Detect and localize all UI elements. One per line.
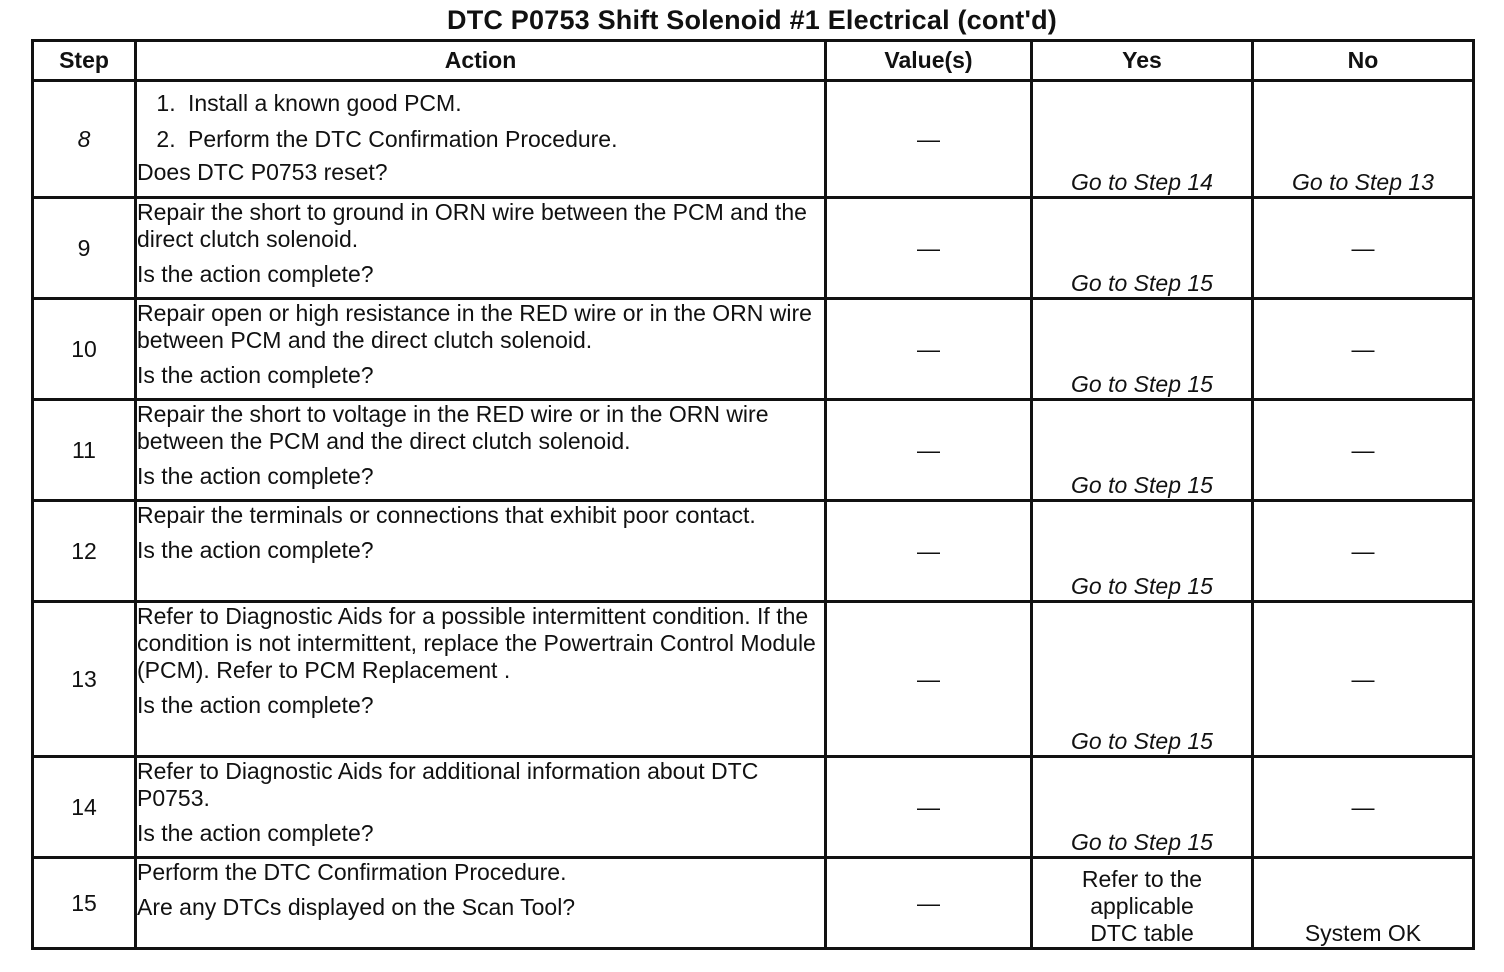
action-question: Does DTC P0753 reset? xyxy=(137,159,388,185)
action-question: Is the action complete? xyxy=(137,463,374,489)
action-cell xyxy=(136,198,826,299)
no-cell: — xyxy=(1253,198,1474,299)
no-cell: — xyxy=(1253,400,1474,501)
table-row xyxy=(33,81,1474,198)
no-cell: — xyxy=(1253,757,1474,858)
no-cell: System OK xyxy=(1253,858,1474,949)
yes-cell: Go to Step 15 xyxy=(1032,299,1253,400)
values-cell: — xyxy=(826,400,1032,501)
action-step-item: 2. Perform the DTC Confirmation Procedure. xyxy=(182,126,824,153)
action-text: Refer to Diagnostic Aids for a possible intermittent condition. If the condition is not intermittent, replace the Powertrain Control Module (PCM). Refer to PCM Replacement . xyxy=(137,603,816,683)
values-cell: — xyxy=(826,501,1032,602)
table-row xyxy=(33,400,1474,501)
yes-line: applicable xyxy=(1090,893,1194,919)
page-title: DTC P0753 Shift Solenoid #1 Electrical (cont'd) xyxy=(447,5,1057,35)
step-number: 12 xyxy=(33,501,136,602)
action-question: Are any DTCs displayed on the Scan Tool? xyxy=(137,894,576,920)
table-row xyxy=(33,602,1474,757)
yes-cell: Go to Step 14 xyxy=(1032,81,1253,198)
action-text: Repair the short to voltage in the RED wire or in the ORN wire between the PCM and the direct clutch solenoid. xyxy=(137,401,769,454)
action-cell xyxy=(136,299,826,400)
action-question: Is the action complete? xyxy=(137,537,374,563)
table-row xyxy=(33,501,1474,602)
table-row xyxy=(33,198,1474,299)
yes-line: DTC table xyxy=(1090,920,1194,946)
action-cell xyxy=(136,858,826,949)
action-text: Repair open or high resistance in the RED wire or in the ORN wire between PCM and the direct clutch solenoid. xyxy=(137,300,812,353)
action-cell xyxy=(136,81,826,198)
yes-cell: Go to Step 15 xyxy=(1032,501,1253,602)
action-cell xyxy=(136,400,826,501)
header-yes: Yes xyxy=(1032,41,1253,81)
table-row xyxy=(33,858,1474,949)
step-number: 11 xyxy=(33,400,136,501)
action-cell xyxy=(136,757,826,858)
header-no: No xyxy=(1253,41,1474,81)
step-number: 10 xyxy=(33,299,136,400)
action-text: Repair the terminals or connections that exhibit poor contact. xyxy=(137,502,756,528)
values-cell: — xyxy=(826,81,1032,198)
yes-cell: Go to Step 15 xyxy=(1032,602,1253,757)
action-question: Is the action complete? xyxy=(137,362,374,388)
values-cell: — xyxy=(826,858,1032,949)
values-cell: — xyxy=(826,299,1032,400)
values-cell: — xyxy=(826,757,1032,858)
yes-cell: Go to Step 15 xyxy=(1032,757,1253,858)
action-text: Perform the DTC Confirmation Procedure. xyxy=(137,859,567,885)
action-step-item: 1. Install a known good PCM. xyxy=(182,90,824,117)
yes-cell xyxy=(1032,858,1253,949)
step-number: 9 xyxy=(33,198,136,299)
header-values: Value(s) xyxy=(826,41,1032,81)
no-cell: Go to Step 13 xyxy=(1253,81,1474,198)
action-cell xyxy=(136,501,826,602)
action-question: Is the action complete? xyxy=(137,261,374,287)
yes-cell-text xyxy=(1082,866,1202,947)
step-number: 8 xyxy=(33,81,136,198)
no-cell: — xyxy=(1253,501,1474,602)
values-cell: — xyxy=(826,198,1032,299)
no-cell: — xyxy=(1253,602,1474,757)
table-row xyxy=(33,757,1474,858)
action-question: Is the action complete? xyxy=(137,692,374,718)
yes-cell: Go to Step 15 xyxy=(1032,198,1253,299)
values-cell: — xyxy=(826,602,1032,757)
yes-cell: Go to Step 15 xyxy=(1032,400,1253,501)
step-number: 13 xyxy=(33,602,136,757)
header-step: Step xyxy=(33,41,136,81)
table-header-row xyxy=(33,41,1474,81)
header-action: Action xyxy=(136,41,826,81)
action-question: Is the action complete? xyxy=(137,820,374,846)
step-number: 15 xyxy=(33,858,136,949)
table-row xyxy=(33,299,1474,400)
diagnostic-table xyxy=(31,39,1475,950)
action-cell xyxy=(136,602,826,757)
action-text: Refer to Diagnostic Aids for additional information about DTC P0753. xyxy=(137,758,759,811)
action-text: Repair the short to ground in ORN wire between the PCM and the direct clutch solenoid. xyxy=(137,199,807,252)
yes-line: Refer to the xyxy=(1081,866,1203,892)
action-steps-list xyxy=(137,90,824,153)
step-number: 14 xyxy=(33,757,136,858)
no-cell: — xyxy=(1253,299,1474,400)
